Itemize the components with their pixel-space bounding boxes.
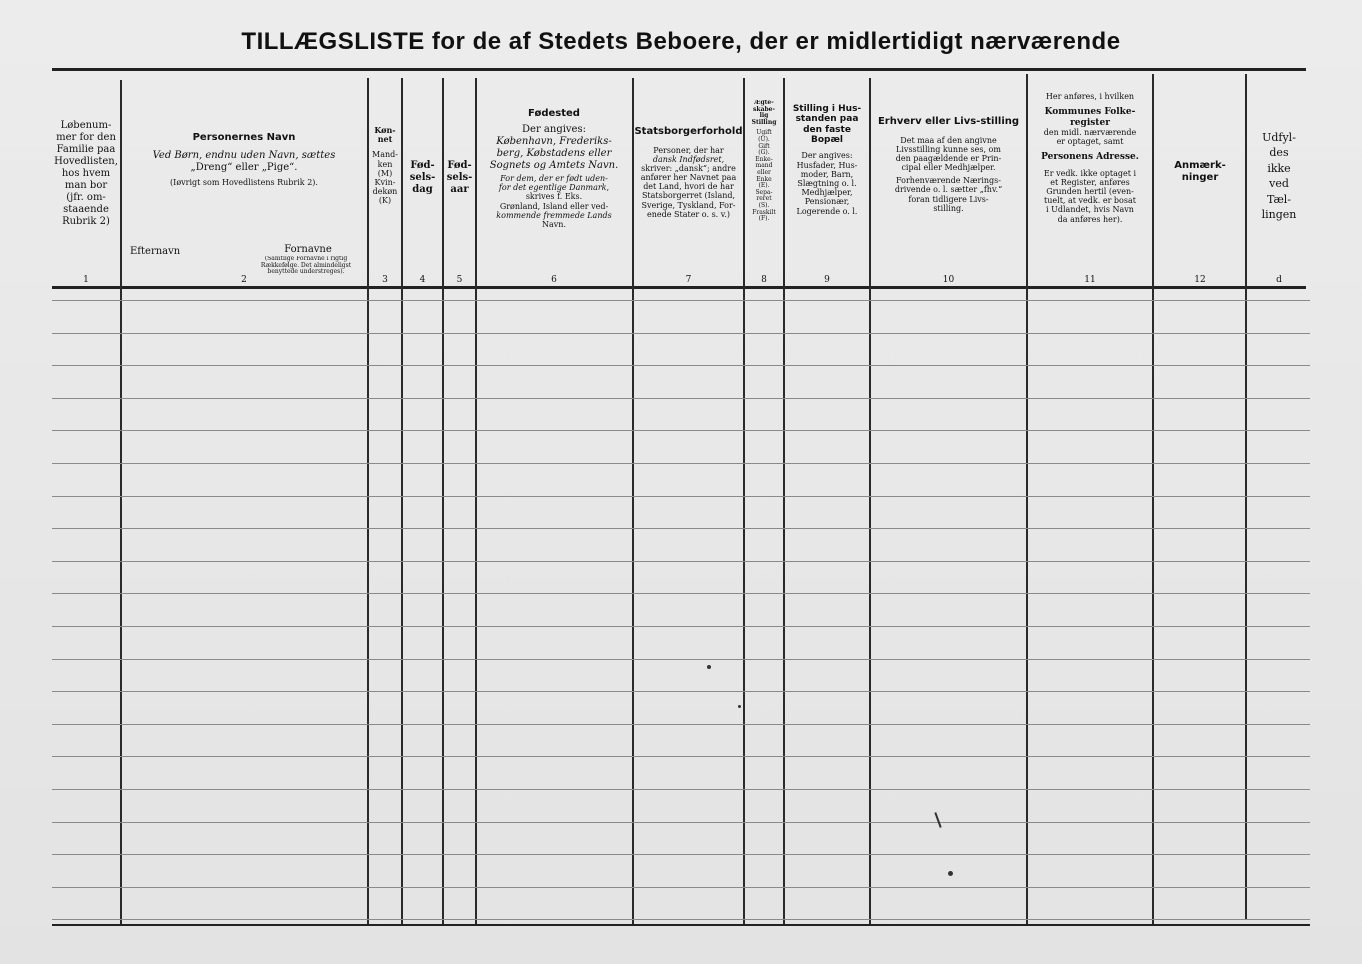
col9-header: Stilling i Hus-standen paa den faste Bopæl Der angives: Husfader, Hus- moder, Barn, Slægtning o. l. Medhjælper, Pensionær, Logerende o. l. [792,104,862,216]
col9-number: 9 [824,275,830,285]
col5-number: 5 [456,275,463,285]
col2-sub-fornavne: Fornavne [284,244,332,255]
col10-header: Erhverv eller Livs-stilling Det maa af den angivne Livsstilling kunne ses, om den paagældende er Prin- cipal eller Medhjælper. Forhenværende Nærings- drivende o. l. sætter „fhv.“ foran tidligere Livs- stilling. [877,116,1020,213]
col2-header: Personernes Navn Ved Børn, endnu uden Navn, sættes „Dreng“ eller „Pige“. (Iøvrigt som Hovedlistens Rubrik 2). [124,132,364,187]
row-rule [52,659,1310,660]
col3-number: 3 [382,275,388,285]
col3-header: Køn- net Mand- ken (M) Kvin- dekøn (K) [372,126,398,206]
table-bottom-rule [52,924,1310,926]
col12-number: 12 [1194,275,1206,285]
col11-header: Her anføres, i hvilken Kommunes Folke- register den midl. nærværende er optaget, samt Personens Adresse. Er vedk. ikke optaget i et Register, anføres Grunden hertil (even- tuelt, at vedk. er bosat i Udlandet, hvis Navn da anføres her). [1041,92,1139,224]
row-rule [52,300,1310,301]
ink-stroke [934,812,941,828]
ink-mark [707,665,711,669]
col10-number: 10 [942,275,955,285]
col-divider-4 [442,78,444,924]
col-d-header: Udfyl- des ikke ved Tæl- lingen [1261,131,1297,221]
col-divider-12 [1245,74,1247,920]
col-divider-8 [783,78,785,924]
row-rule [52,691,1310,692]
header-top-rule [52,68,1306,71]
row-rule [52,593,1310,594]
header-bottom-rule [52,286,1306,289]
col12-header: Anmærk- ninger [1174,160,1226,183]
row-rule [52,561,1310,562]
col-divider-1 [120,80,122,924]
col2-sub-efternavn: Efternavn [130,246,181,257]
row-rule [52,854,1310,855]
col6-number: 6 [551,275,557,285]
col4-number: 4 [419,275,426,285]
col8-header: Ægte- skabe- lig Stilling Ugift (U). Gift (G). Enke- mand eller Enke (E). Sepa- reret (S). Fraskilt (F). [751,100,777,223]
col8-number: 8 [761,275,767,285]
row-rule [52,919,1310,920]
col2-number: 2 [241,275,247,285]
col2-sub-fornavne-note: (Samtlige Fornavne i rigtig Rækkefølge. Det almindeligst benyttede understreges). [260,256,352,276]
col-divider-5 [475,78,477,924]
col1-number: 1 [83,275,89,285]
col1-header: Løbenum- mer for den Familie paa Hovedlisten, hos hvem man bor (jfr. om- staaende Rubrik 2) [54,120,118,227]
row-rule [52,626,1310,627]
row-rule [52,333,1310,334]
col-divider-10 [1026,74,1028,924]
row-rule [52,822,1310,823]
row-rule [52,496,1310,497]
row-rule [52,887,1310,888]
col11-number: 11 [1084,275,1096,285]
form-title: TILLÆGSLISTE for de af Stedets Beboere, der er midlertidigt nærværende [241,28,1121,55]
row-rule [52,724,1310,725]
col-d-number: d [1276,275,1282,285]
col-divider-9 [869,78,871,924]
row-rule [52,789,1310,790]
row-rule [52,430,1310,431]
col4-header: Fød- sels- dag [409,160,436,195]
col-divider-11 [1152,74,1154,924]
row-rule [52,365,1310,366]
ink-mark [738,705,741,708]
col6-header: Fødested Der angives: København, Frederiks- berg, Købstadens eller Sognets og Amtets Navn. For dem, der er født uden- for det egentlige Danmark, skrives f. Eks. Grønland, Island eller ved- kommende fremmede Lands Navn. [489,108,619,229]
col2-heading: Personernes Navn [192,132,296,143]
row-rule [52,528,1310,529]
col5-header: Fød- sels- aar [446,160,473,195]
col7-number: 7 [685,275,692,285]
col-divider-3 [401,78,403,924]
row-rule [52,463,1310,464]
col7-header: Statsborgerforhold Personer, der har dansk Indfødsret, skriver: „dansk“; andre anfører her Navnet paa det Land, hvori de har Statsborgerret (Island, Sverige, Tyskland, For- enede Stater o. s. v.) [634,126,743,219]
row-rule [52,398,1310,399]
row-rule [52,756,1310,757]
ink-mark [948,871,953,876]
